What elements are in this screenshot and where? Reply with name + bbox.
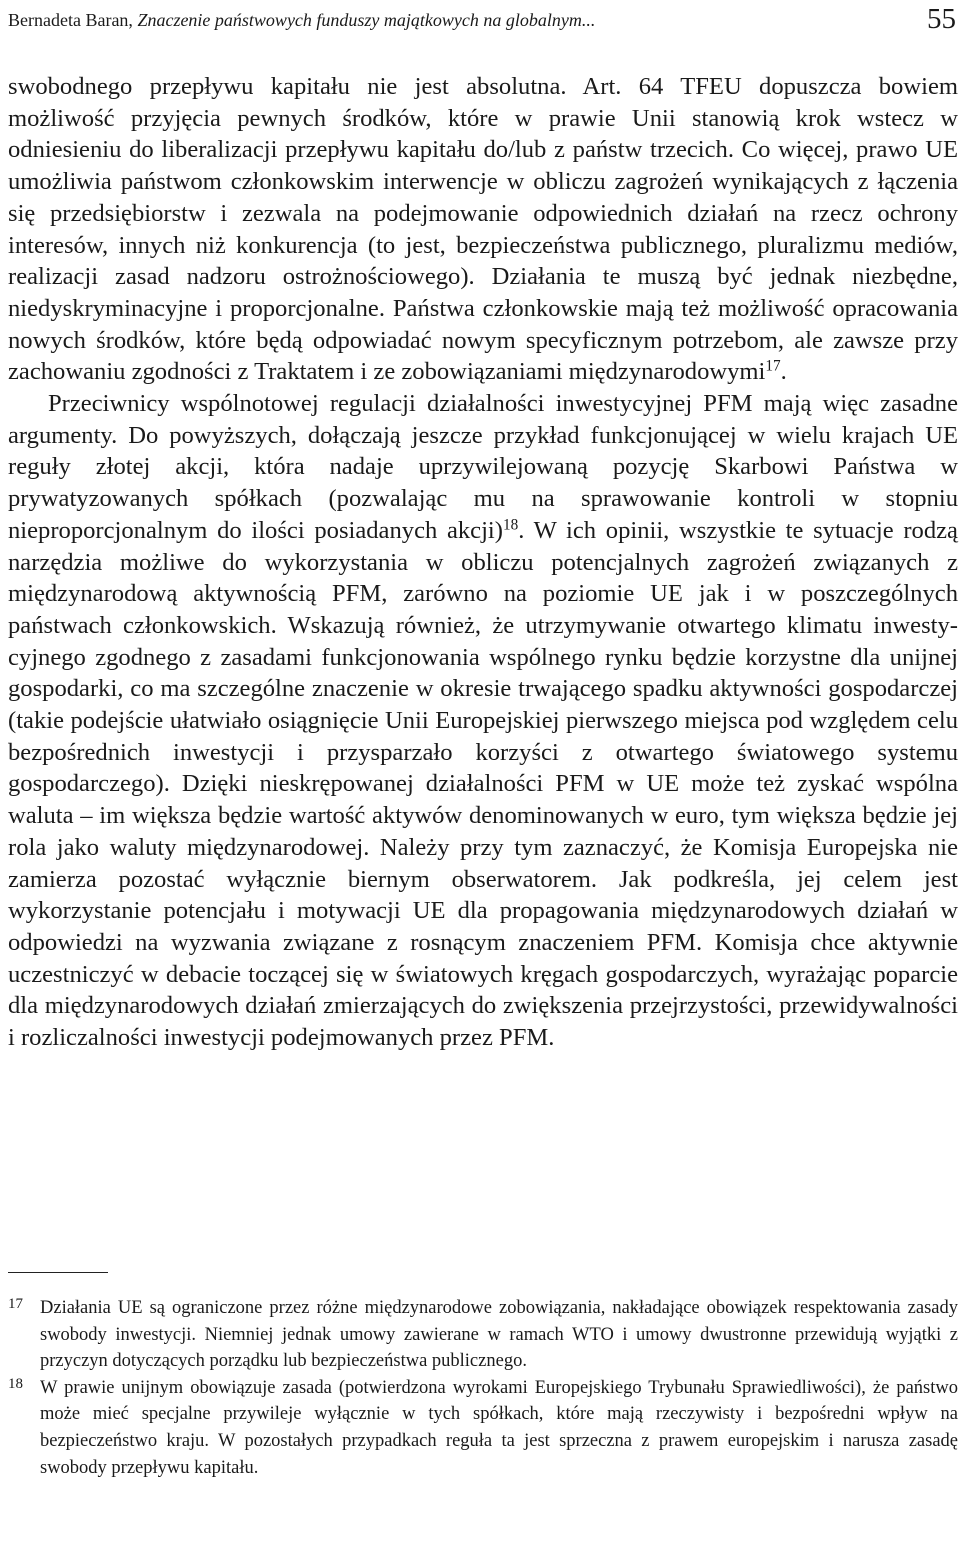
paragraph-text: Przeciwnicy wspólnotowej regulacji działalności inwestycyjnej PFM mają więc zasadne argumenty. Do powyższych, dołączają jeszcze przykład funkcjonującej w wielu krajach UE reguły złotej akcji, która nadaje uprzywilejowaną pozycję Skarbowi Państwa w prywatyzowanych spółkach (pozwalając mu na sprawowanie kontroli w stopniu nieproporcjonalnym do ilości posiadanych akcji) bbox=[8, 390, 958, 544]
footnote-text: Działania UE są ograniczone przez różne międzynarodowe zobowiązania, nakładające obowiązek respektowania zasady swobody inwestycji. Niemniej jednak umowy zawierane w ramach WTO i umowy dwustronne przewidują wyjątki z przyczyn dotyczących porządku lub bezpieczeństwa publicznego. bbox=[40, 1298, 958, 1372]
footnote-number: 17 bbox=[8, 1296, 23, 1312]
paragraph-text: swobodnego przepływu kapitału nie jest absolutna. Art. 64 TFEU dopuszcza bowiem możliwość przyjęcia pewnych środków, które w prawie Unii stanowią krok wstecz w odniesieniu do liberalizacji przepływu kapitału do/lub z państw trzecich. Co więcej, prawo UE umożliwia państwom członkowskim interwencje w obliczu zagrożeń wynikających z łączenia się przedsiębiorstw i zezwala na podejmowanie odpowiednich działań na rzecz ochrony interesów, innych niż konkurencja (to jest, bezpieczeństwa publicznego, pluralizmu mediów, realizacji zasad nadzoru ostrożnościowego). Działania te muszą być jednak niezbędne, niedyskryminacyjne i proporcjonalne. Państwa członkowskie mają też możliwość opracowania nowych środków, które będą odpowiadać nowym specyficznym potrzebom, ale zawsze przy zachowaniu zgodności z Traktatem i ze zobowiązaniami międzynarodowymi bbox=[8, 73, 958, 386]
paragraph bbox=[8, 388, 958, 1054]
footnote bbox=[8, 1375, 958, 1481]
paragraph-text: . bbox=[780, 358, 787, 386]
paragraph bbox=[8, 71, 958, 388]
footnote-number: 18 bbox=[8, 1375, 23, 1392]
footnote-separator bbox=[8, 1272, 108, 1273]
footnotes bbox=[8, 1295, 958, 1481]
header-author-title bbox=[8, 8, 595, 32]
header-article-title: Znaczenie państwowych funduszy majątkowych na globalnym... bbox=[137, 10, 596, 30]
running-header bbox=[8, 3, 960, 35]
footnote bbox=[8, 1295, 958, 1375]
footnote-reference[interactable]: 17 bbox=[765, 357, 781, 375]
paragraph-text: . W ich opinii, wszystkie te sytuacje rodzą narzędzia możliwe do wykorzystania w obliczu potencjalnych zagrożeń związanych z międzynarodową aktywnością PFM, zarówno na poziomie UE jak i w poszczególnych państwach członkowskich. Wskazują również, że utrzymywanie otwartego klimatu inwestycyjnego zgodnego z zasadami funkcjonowania wspólnego rynku będzie korzystne dla unijnej gospodarki, co ma szczególne znaczenie w okresie trwającego spadku aktywności gospodarczej (takie podejście ułatwiało osiągnięcie Unii Europejskiej pierwszego miejsca pod względem celu bezpośrednich inwestycji i przysparzało korzyści z otwartego światowego systemu gospodarczego). Dzięki nieskrępowanej działalności PFM w UE może też zyskać wspólna waluta – im większa będzie wartość aktywów denominowanych w euro, tym większa będzie jej rola jako waluty międzynarodowej. Należy przy tym zaznaczyć, że Komisja Europejska nie zamierza pozostać wyłącznie biernym obserwatorem. Jak podkreśla, jej celem jest wykorzystanie potencjału i motywacji UE dla propagowania międzynarodowych działań w odpowiedzi na wyzwania związane z rosnącym znaczeniem PFM. Komisja chce aktywnie uczestniczyć w debacie toczącej się w światowych kręgach gospodarczych, wyrażając poparcie dla międzynarodowych działań zmierzających do zwiększenia przejrzystości, przewidywalności i rozliczalności inwestycji podejmowanych przez PFM. bbox=[8, 516, 958, 1052]
footnote-reference[interactable]: 18 bbox=[502, 516, 519, 534]
header-author: Bernadeta Baran, bbox=[8, 10, 138, 30]
page-number: 55 bbox=[927, 3, 956, 35]
main-text bbox=[8, 71, 958, 1054]
footnote-text: W prawie unijnym obowiązuje zasada (potwierdzona wyrokami Europejskiego Trybunału Sprawiedliwości), że państwo może mieć specjalne przywileje wyłącznie w tych spółkach, które mają rzeczywisty i bezpośredni wpływ na bezpieczeństwo kraju. W pozostałych przypadkach reguła ta jest sprzeczna z prawem europejskim i narusza zasadę swobody przepływu kapitału. bbox=[40, 1377, 958, 1478]
